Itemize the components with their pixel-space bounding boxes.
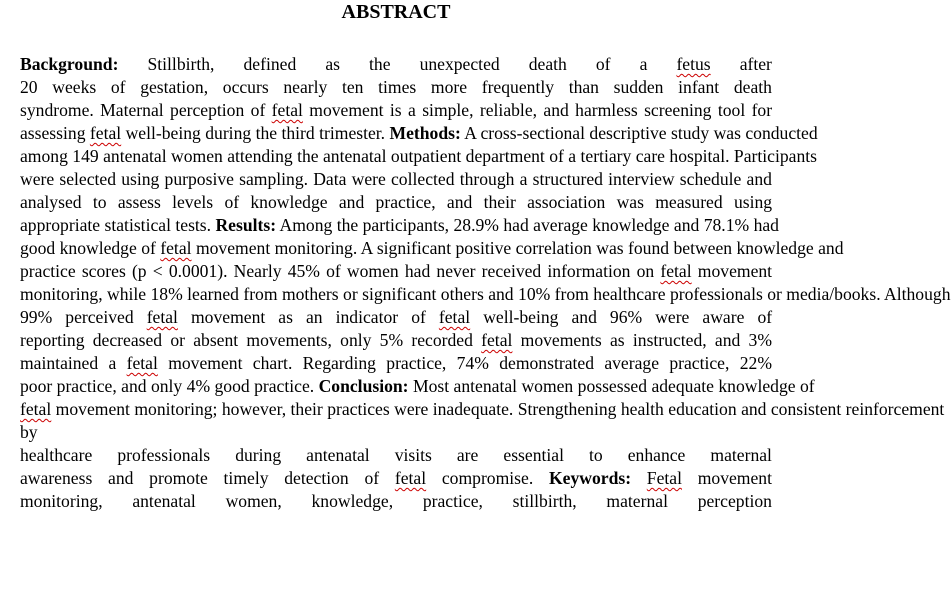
text-line: 99% perceived fetal movement as an indicator of fetal well-being and 96% were aware of [20,307,773,327]
text-line: good knowledge of fetal movement monitoring. A significant positive correlation was found between knowledge and [20,238,844,258]
text-line: monitoring, antenatal women, knowledge, practice, stillbirth, maternal perception [20,491,772,511]
section-heading: Methods: [389,123,461,143]
text-line: reporting decreased or absent movements, only 5% recorded fetal movements as instructed, and 3% [20,330,772,350]
text-line: fetal movement monitoring; however, their practices were inadequate. Strengthening health education and consistent reinforcement [20,399,945,419]
section-heading: Background: [20,54,119,74]
spellcheck-word: fetal [126,353,158,373]
text-line: analysed to assess levels of knowledge and practice, and their association was measured using [20,192,773,212]
spellcheck-word: fetal [89,123,122,143]
text-line: awareness and promote timely detection of fetal compromise. Keywords: Fetal movement [20,468,772,488]
text-line: monitoring, while 18% learned from mothers or significant others and 10% from healthcare professionals or media/books. Although [20,284,951,304]
spellcheck-word: fetal [146,307,178,327]
abstract-title: ABSTRACT [341,1,451,23]
text-line: by [20,422,38,442]
text-line: poor practice, and only 4% good practice. Conclusion: Most antenatal women possessed adequate knowledge of [20,376,815,396]
section-heading: Keywords: [548,468,632,488]
spellcheck-word: fetus [676,54,711,74]
spellcheck-word: fetal [438,307,471,327]
spellcheck-word: fetal [160,238,192,258]
section-heading: Results: [215,215,277,235]
spellcheck-word: fetal [481,330,513,350]
text-line: syndrome. Maternal perception of fetal movement is a simple, reliable, and harmless screening tool for [20,100,773,120]
text-line: practice scores (p < 0.0001). Nearly 45% of women had never received information on fetal movement [20,261,773,281]
spellcheck-word: Fetal [646,468,682,488]
text-line: were selected using purposive sampling. Data were collected through a structured interview schedule and [20,169,772,189]
text-line: 20 weeks of gestation, occurs nearly ten times more frequently than sudden infant death [20,77,772,97]
text-line: among 149 antenatal women attending the antenatal outpatient department of a tertiary care hospital. Participants [20,146,817,166]
spellcheck-word: fetal [20,399,52,419]
text-line: healthcare professionals during antenatal visits are essential to enhance maternal [20,445,772,465]
text-line: maintained a fetal movement chart. Regarding practice, 74% demonstrated average practice, 22% [20,353,772,373]
text-line: Background: Stillbirth, defined as the unexpected death of a fetus after [20,54,772,74]
text-line: assessing fetal well-being during the third trimester. Methods: A cross-sectional descriptive study was conducted [20,123,818,143]
section-heading: Conclusion: [318,376,409,396]
spellcheck-word: fetal [394,468,427,488]
spellcheck-word: fetal [271,100,303,120]
spellcheck-word: fetal [660,261,692,281]
text-line: appropriate statistical tests. Results: Among the participants, 28.9% had average knowledge and 78.1% had [20,215,779,235]
